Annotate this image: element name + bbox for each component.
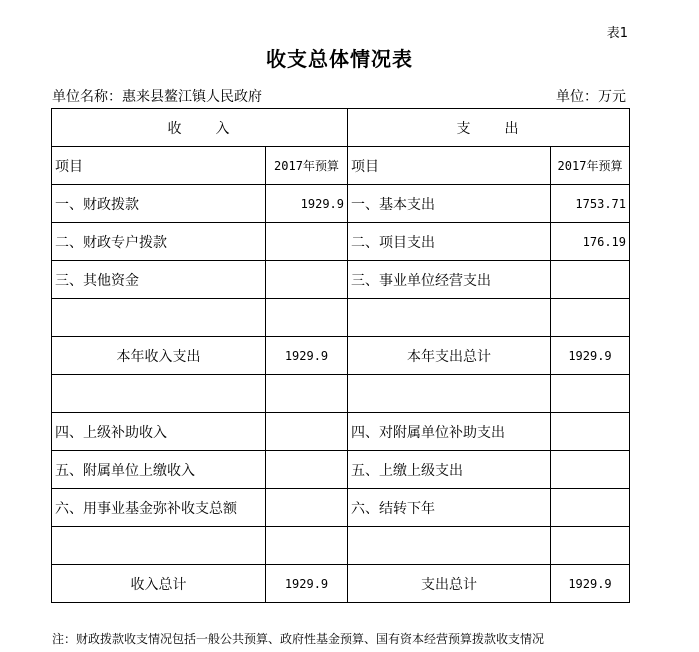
income-value bbox=[266, 413, 348, 451]
table-row bbox=[52, 261, 630, 299]
expense-item bbox=[348, 375, 551, 413]
table-number: 表1 bbox=[606, 26, 628, 41]
income-item: 二、财政专户拨款 bbox=[52, 223, 266, 261]
table-row bbox=[52, 185, 630, 223]
income-value bbox=[266, 489, 348, 527]
expense-item: 一、基本支出 bbox=[348, 185, 551, 223]
expense-value bbox=[551, 299, 630, 337]
table-row bbox=[52, 565, 630, 603]
table-row bbox=[52, 451, 630, 489]
page-title: 收支总体情况表 bbox=[266, 47, 413, 71]
expense-item: 五、上缴上级支出 bbox=[348, 451, 551, 489]
income-subtotal-label: 本年收入支出 bbox=[52, 337, 266, 375]
expense-value bbox=[551, 261, 630, 299]
income-item: 三、其他资金 bbox=[52, 261, 266, 299]
income-subtotal-value: 1929.9 bbox=[266, 337, 348, 375]
income-value: 1929.9 bbox=[266, 185, 348, 223]
unit-name: 单位名称：惠来县鳌江镇人民政府 bbox=[52, 89, 262, 105]
table-row bbox=[52, 489, 630, 527]
expense-total-label: 支出总计 bbox=[348, 565, 551, 603]
income-total-label: 收入总计 bbox=[52, 565, 266, 603]
expense-item: 三、事业单位经营支出 bbox=[348, 261, 551, 299]
unit-label: 单位：万元 bbox=[556, 89, 626, 105]
expense-total-value: 1929.9 bbox=[551, 565, 630, 603]
expense-subtotal-value: 1929.9 bbox=[551, 337, 630, 375]
expense-item-header: 项目 bbox=[348, 147, 551, 185]
section-header-row bbox=[52, 109, 630, 147]
expense-item: 二、项目支出 bbox=[348, 223, 551, 261]
expense-item: 六、结转下年 bbox=[348, 489, 551, 527]
expense-item bbox=[348, 527, 551, 565]
expense-value bbox=[551, 451, 630, 489]
expense-value bbox=[551, 413, 630, 451]
income-value bbox=[266, 261, 348, 299]
income-value bbox=[266, 527, 348, 565]
income-item-header: 项目 bbox=[52, 147, 266, 185]
table-row bbox=[52, 223, 630, 261]
income-total-value: 1929.9 bbox=[266, 565, 348, 603]
income-item: 一、财政拨款 bbox=[52, 185, 266, 223]
table-row bbox=[52, 413, 630, 451]
expense-value bbox=[551, 489, 630, 527]
column-header-row bbox=[52, 147, 630, 185]
income-value bbox=[266, 375, 348, 413]
table-row bbox=[52, 527, 630, 565]
income-header: 收 入 bbox=[52, 109, 348, 147]
income-item bbox=[52, 299, 266, 337]
income-value bbox=[266, 223, 348, 261]
footnote: 注：财政拨款收支情况包括一般公共预算、政府性基金预算、国有资本经营预算拨款收支情况 bbox=[52, 632, 545, 646]
table-row bbox=[52, 375, 630, 413]
expense-item bbox=[348, 299, 551, 337]
income-item: 五、附属单位上缴收入 bbox=[52, 451, 266, 489]
expense-value bbox=[551, 527, 630, 565]
expense-budget-header: 2017年预算 bbox=[551, 147, 630, 185]
income-value bbox=[266, 451, 348, 489]
expense-value: 1753.71 bbox=[551, 185, 630, 223]
income-value bbox=[266, 299, 348, 337]
expense-value: 176.19 bbox=[551, 223, 630, 261]
table-row bbox=[52, 337, 630, 375]
income-item: 四、上级补助收入 bbox=[52, 413, 266, 451]
expense-subtotal-label: 本年支出总计 bbox=[348, 337, 551, 375]
expense-value bbox=[551, 375, 630, 413]
budget-table bbox=[51, 108, 630, 603]
income-item bbox=[52, 527, 266, 565]
income-item: 六、用事业基金弥补收支总额 bbox=[52, 489, 266, 527]
expense-header: 支 出 bbox=[348, 109, 630, 147]
expense-item: 四、对附属单位补助支出 bbox=[348, 413, 551, 451]
table-row bbox=[52, 299, 630, 337]
income-item bbox=[52, 375, 266, 413]
income-budget-header: 2017年预算 bbox=[266, 147, 348, 185]
